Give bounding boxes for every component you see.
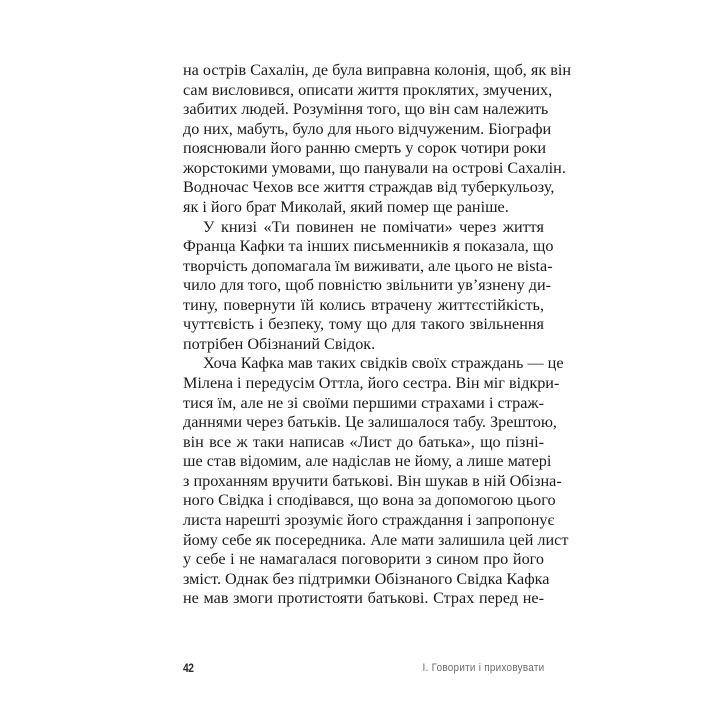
text-line: на острів Сахалін, де була виправна колонія, щоб, як він [183, 61, 572, 79]
paragraph [183, 354, 569, 608]
paragraph [183, 61, 572, 218]
text-line: не мав змоги протистояти батькові. Страх перед не- [183, 589, 544, 608]
text-line: пояснювали його ранню смерть у сорок чотири роки [183, 139, 547, 158]
text-line: чуттєвість і безпеку, тому що для такого звільнення [183, 315, 544, 334]
text-line: У книзі «Ти повинен не помічати» через життя [203, 217, 544, 236]
page-number: 42 [183, 661, 194, 675]
text-line: чило для того, щоб повністю звільнити ув’язнену ди- [183, 276, 552, 295]
paragraph [183, 217, 554, 355]
text-line: ного Свідка і сподівався, що вона за допомогою цього [183, 491, 556, 510]
text-line: потрібен Обізнаний Свідок. [183, 334, 376, 353]
text-line: Франца Кафки та інших письменників я показала, що [183, 237, 554, 256]
text-line: як і його брат Миколай, який помер ще раніше. [183, 197, 509, 216]
running-title: I. Говорити і приховувати [422, 662, 544, 674]
body-text [183, 61, 572, 609]
text-line: творчість допомагала їм виживати, але цього не вista- [183, 256, 553, 275]
text-line: зміст. Однак без підтримки Обізнаного Свідка Кафка [183, 569, 550, 588]
text-line: до них, мабуть, було для нього відчуженим. Біографи [183, 119, 552, 138]
text-line: ше став відомим, але надіслав не йому, а лише матері [183, 452, 552, 471]
text-line: Хоча Кафка мав таких свідків своїх страждань — це [203, 354, 564, 373]
text-line: сам висловився, описати життя проклятих, змучених, [183, 80, 553, 99]
text-line: листа нарешті зрозуміє його страждання і запропонує [183, 510, 555, 529]
text-line: даннями через батьків. Це залишалося табу. Зрештою, [183, 413, 557, 432]
text-line: жорстокими умовами, що панували на острові Сахалін. [183, 158, 566, 177]
text-line: Мілена і передусім Оттла, його сестра. Він міг відкри- [183, 374, 560, 392]
text-line: з проханням вручити батькові. Він шукав в ній Обізна- [183, 471, 562, 490]
text-line: тину, повернути їй колись втрачену життєстійкість, [183, 295, 544, 314]
text-line: він все ж таки написав «Лист до батька», що пізні- [183, 432, 544, 451]
text-line: тися їм, але не зі своїми першими страхами і страж- [183, 393, 544, 412]
text-line: забитих людей. Розуміння того, що він сам належить [183, 100, 549, 119]
text-line: у себе і не намагалася поговорити з сином про його [183, 550, 544, 569]
text-line: Водночас Чехов все життя страждав від туберкульозу, [183, 178, 555, 197]
text-line: йому себе як посередника. Але мати залишила цей лист [183, 530, 569, 549]
